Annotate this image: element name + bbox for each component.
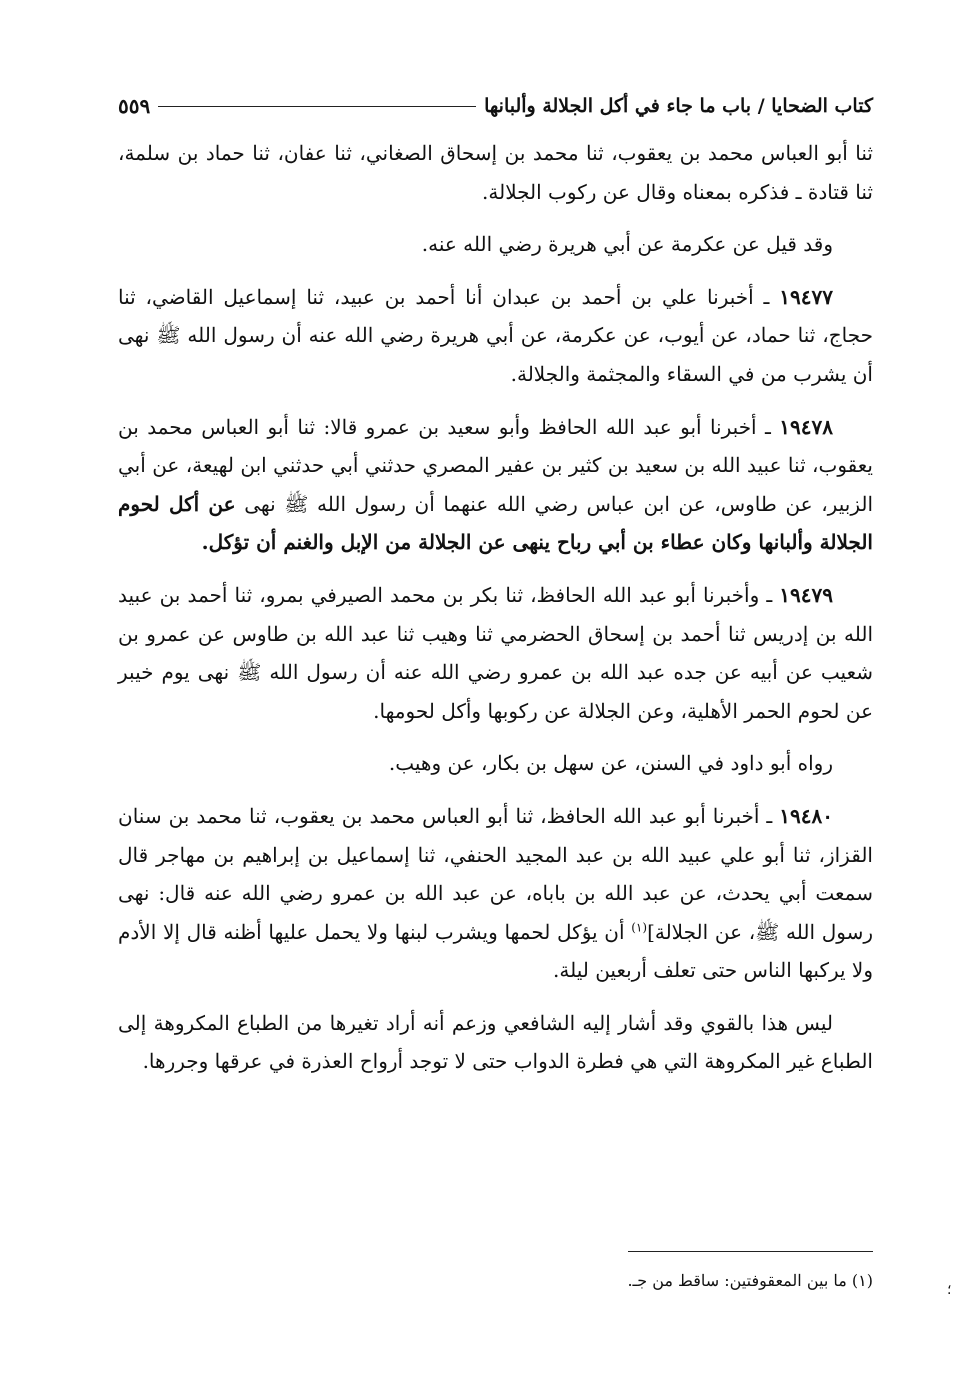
hadith-19480 [118,797,873,990]
paragraph-commentary [118,1004,873,1081]
paragraph-text: ليس هذا بالقوي وقد أشار إليه الشافعي وزعم أنه أراد تغيرها من الطباع المكروهة إلى الطباع غير المكروهة التي هي فطرة الدواب حتى لا توجد أرواح العذرة في عرقها وجررها. [118,1010,873,1074]
paragraph-text: وقد قيل عن عكرمة عن أبي هريرة رضي الله عنه. [421,232,833,257]
running-header [118,88,873,124]
hadith-number: ١٩٤٧٧ [779,284,833,309]
hadith-text-bold: عن أكل لحوم الجلالة وألبانها وكان عطاء بن أبي رباح ينهى عن الجلالة من الإبل والغنم أن تؤكل. [118,491,873,555]
hadith-19478 [118,408,873,562]
margin-mark: ؛ [947,1282,952,1298]
footnote-reference[interactable]: (١) [631,920,648,935]
hadith-text: ـ أخبرنا علي بن أحمد بن عبدان أنا أحمد بن عبيد، ثنا إسماعيل القاضي، ثنا حجاج، ثنا حماد، عن أيوب، عن عكرمة، عن أبي هريرة رضي الله عنه أن رسول الله ﷺ نهى أن يشرب من في السقاء والمجثمة والجلالة. [118,284,873,386]
hadith-19479 [118,576,873,730]
hadith-text: ـ وأخبرنا أبو عبد الله الحافظ، ثنا بكر بن محمد الصيرفي بمرو، ثنا أحمد بن عبيد الله بن إدريس ثنا أحمد بن إسحاق الحضرمي ثنا وهيب ثنا عبد الله بن طاوس عن عمرو بن شعيب عن أبيه عن جده عبد الله بن عمرو رضي الله عنه أن رسول الله ﷺ نهى يوم خيبر عن لحوم الحمر الأهلية، وعن الجلالة عن ركوبها وأكل لحومها. [118,582,873,723]
hadith-text-continued: أن يؤكل لحمها ويشرب لبنها ولا يحمل عليها أظنه قال إلا الأدم ولا يركبها الناس حتى تعلف أربعين ليلة. [118,919,873,983]
footnote: (١) ما بين المعقوفتين: ساقط من جـ. [627,1271,873,1290]
hadith-number: ١٩٤٨٠ [779,803,834,828]
paragraph-text: ثنا أبو العباس محمد بن يعقوب، ثنا محمد بن إسحاق الصغاني، ثنا عفان، ثنا حماد بن سلمة، ثنا قتادة ـ فذكره بمعناه وقال عن ركوب الجلالة. [118,141,873,204]
hadith-number: ١٩٤٧٩ [779,582,833,607]
footnote-rule [628,1251,873,1252]
page-number: ٥٥٩ [118,94,151,118]
hadith-text: ـ أخبرنا أبو عبد الله الحافظ وأبو سعيد بن عمرو قالا: ثنا أبو العباس محمد بن يعقوب، ثنا عبيد الله بن سعيد بن كثير بن عفير المصري حدثني أبي حدثني ابن لهيعة، عن أبي الزبير، عن طاوس، عن ابن عباس رضي الله عنهما أن رسول الله ﷺ نهى [118,414,873,516]
hadith-19477 [118,278,873,394]
paragraph-narration [118,744,873,783]
hadith-text: ـ أخبرنا أبو عبد الله الحافظ، ثنا أبو العباس محمد بن يعقوب، ثنا محمد بن سنان القزاز، ثنا أبو علي عبيد الله بن عبد المجيد الحنفي، ثنا إسماعيل بن إبراهيم بن مهاجر قال سمعت أبي يحدث، عن عبد الله بن باباه، عن عبد الله بن عمرو رضي الله عنه قال: نهى رسول الله ﷺ، عن الجلالة] [118,803,874,944]
paragraph-text: رواه أبو داود في السنن، عن سهل بن بكار، عن وهيب. [388,751,833,776]
paragraph-2 [118,225,873,264]
hadith-number: ١٩٤٧٨ [779,414,833,439]
header-rule [158,106,476,107]
main-text [118,134,873,1095]
paragraph-1 [118,134,873,211]
chapter-title: كتاب الضحايا / باب ما جاء في أكل الجلالة وألبانها [484,95,873,117]
